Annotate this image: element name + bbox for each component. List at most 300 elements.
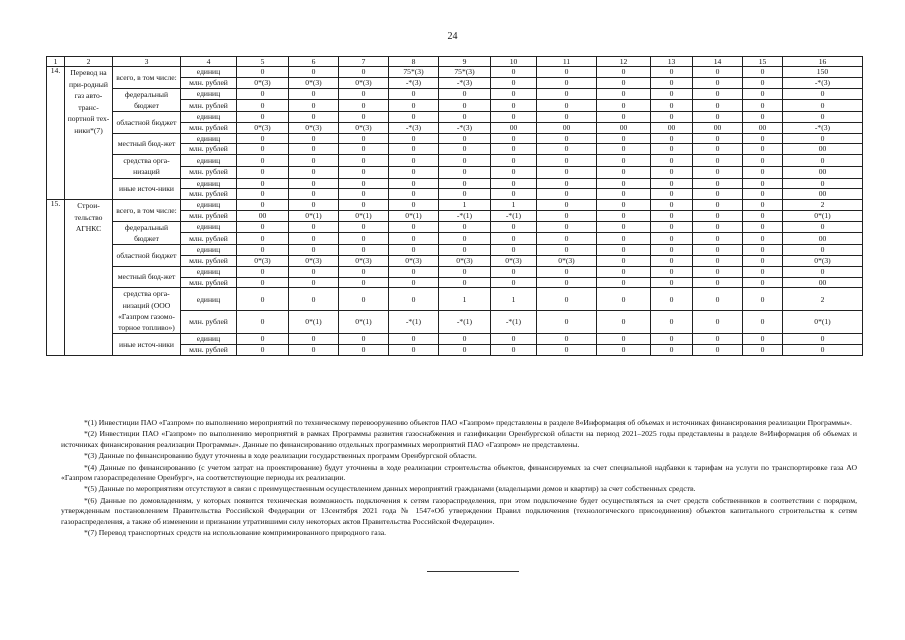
value-cell: 0 [783,112,863,123]
table-row [47,288,863,311]
measure-name: Перевод на при-родный газ авто-транс-портной тех-ники*(7) [65,67,113,200]
value-cell: 0 [537,112,597,123]
unit-cell: млн. рублей [181,122,237,133]
value-cell: 0 [693,266,743,277]
value-cell: 0 [783,266,863,277]
value-cell: 0 [693,133,743,144]
unit-cell: млн. рублей [181,255,237,266]
value-cell: 0 [389,189,439,200]
value-cell: 0*(3) [237,77,289,88]
value-cell: 0 [537,277,597,288]
value-cell: 0 [389,200,439,211]
financing-table [46,56,863,356]
value-cell: 0 [389,155,439,167]
value-cell: 0 [693,344,743,355]
value-cell: 0 [651,221,693,233]
value-cell: 0 [597,245,651,256]
table-row [47,221,863,233]
funding-source: иные источ-ники [113,178,181,200]
table-row [47,245,863,256]
value-cell: 0 [597,77,651,88]
value-cell: 0 [491,112,537,123]
value-cell: 0 [237,178,289,189]
funding-source: средства орга-низаций (ООО «Газпром газомо-торное топливо») [113,288,181,334]
value-cell: 0 [237,266,289,277]
value-cell: 0 [491,334,537,345]
value-cell: 0*(3) [289,255,339,266]
value-cell: 0 [389,133,439,144]
value-cell: 0*(3) [339,255,389,266]
unit-cell: млн. рублей [181,189,237,200]
value-cell: 0*(3) [339,77,389,88]
value-cell: 0 [537,144,597,155]
value-cell: 0 [439,221,491,233]
value-cell: 0 [237,221,289,233]
value-cell: 0 [289,189,339,200]
column-number: 6 [289,57,339,67]
value-cell: 0 [693,311,743,334]
value-cell: -*(1) [439,210,491,221]
funding-source: иные источ-ники [113,334,181,356]
value-cell: 0 [439,189,491,200]
value-cell: 0 [537,221,597,233]
value-cell: 0 [237,344,289,355]
value-cell: -*(3) [389,77,439,88]
value-cell: 0 [439,133,491,144]
table-row [47,133,863,144]
value-cell: 0 [339,100,389,112]
value-cell: 0 [289,88,339,100]
value-cell: 0 [537,334,597,345]
value-cell: -*(1) [389,311,439,334]
value-cell: 0 [693,166,743,178]
table-row [47,266,863,277]
table-row [47,67,863,78]
value-cell: 0 [693,277,743,288]
value-cell: 0 [389,221,439,233]
value-cell: 1 [439,200,491,211]
value-cell: 0 [289,112,339,123]
value-cell: 0 [597,178,651,189]
value-cell: 0 [439,100,491,112]
value-cell: 0 [651,311,693,334]
value-cell: 0 [439,277,491,288]
value-cell: 0 [289,334,339,345]
value-cell: -*(1) [491,210,537,221]
value-cell: 0 [743,266,783,277]
value-cell: 0*(1) [339,311,389,334]
value-cell: 0 [537,133,597,144]
value-cell: 0 [651,100,693,112]
value-cell: 00 [237,210,289,221]
value-cell: 0 [339,277,389,288]
footnote: *(3) Данные по финансированию будут уточнены в ходе реализации государственных программ Оренбургской области. [84,451,477,461]
value-cell: 0 [597,67,651,78]
value-cell: 0 [651,112,693,123]
value-cell: 0 [289,221,339,233]
funding-source: федеральный бюджет [113,221,181,244]
value-cell: 0 [651,210,693,221]
column-number: 8 [389,57,439,67]
footnote: *(7) Перевод транспортных средств на использование компримированного природного газа. [84,528,387,538]
unit-cell: единиц [181,112,237,123]
funding-source: областной бюджет [113,112,181,134]
value-cell: 0 [537,200,597,211]
value-cell: 0 [289,266,339,277]
value-cell: 0 [743,245,783,256]
value-cell: 0 [537,178,597,189]
value-cell: 0 [237,100,289,112]
value-cell: -*(3) [783,122,863,133]
value-cell: 0 [537,288,597,311]
value-cell: 0*(3) [537,255,597,266]
value-cell: 0 [597,155,651,167]
value-cell: 0*(1) [783,210,863,221]
value-cell: 0 [491,344,537,355]
value-cell: -*(3) [439,122,491,133]
value-cell: 0 [537,266,597,277]
value-cell: 0 [651,344,693,355]
value-cell: 0 [439,233,491,245]
value-cell: 0 [389,288,439,311]
value-cell: 2 [783,288,863,311]
value-cell: 0 [339,155,389,167]
column-number: 5 [237,57,289,67]
unit-cell: млн. рублей [181,210,237,221]
table-row [47,178,863,189]
value-cell: 0 [743,178,783,189]
value-cell: 0 [237,233,289,245]
unit-cell: единиц [181,266,237,277]
value-cell: 0 [237,277,289,288]
value-cell: 1 [439,288,491,311]
value-cell: 0 [693,112,743,123]
value-cell: 0*(1) [339,210,389,221]
table-row [47,88,863,100]
value-cell: 0 [743,112,783,123]
value-cell: 0 [389,112,439,123]
value-cell: 0 [783,178,863,189]
funding-source: федеральный бюджет [113,88,181,111]
value-cell: 0 [237,166,289,178]
value-cell: 0 [389,344,439,355]
value-cell: 0 [693,200,743,211]
value-cell: 0 [237,155,289,167]
page-number: 24 [447,31,458,42]
value-cell: 0 [693,77,743,88]
value-cell: 0 [491,77,537,88]
value-cell: 00 [783,189,863,200]
value-cell: 0 [597,266,651,277]
value-cell: 0 [389,266,439,277]
value-cell: 0 [289,200,339,211]
unit-cell: единиц [181,155,237,167]
footnote: *(5) Данные по мероприятиям отсутствуют в связи с преимущественным осуществлением данных мероприятий гражданами (владельцами домов и квартир) за счет собственных средств. [84,484,696,494]
value-cell: 0 [743,88,783,100]
funding-source: всего, в том числе: [113,200,181,222]
column-number: 13 [651,57,693,67]
footnote: *(1) Инвестиции ПАО «Газпром» по выполнению мероприятий по техническому перевооружению объектов ПАО «Газпром» представлены в разделе 8«Информация об объемах и источниках финансирования реализации Программы». [84,418,852,427]
value-cell: 1 [491,288,537,311]
column-number: 10 [491,57,537,67]
value-cell: 0 [491,67,537,78]
footnote: *(6) Данные по домовладениям, у которых появится техническая возможность подключения к сетям газораспределения, при этом подключение будет осуществляться за счет средств собственников в соответствии с порядком, утвержденным постановлением Правительства Российской Федерации от 13сентября 2021 года № 1547«Об утверждении Правил подключения (технологического присоединения) объектов капитального строительства к сетям газораспределения, а также об изменении и признании утратившими силу некоторых актов Правительства Российской Федерации». [61,495,857,526]
value-cell: 0 [693,334,743,345]
value-cell: 0 [389,166,439,178]
value-cell: 0 [439,334,491,345]
value-cell: 0 [289,344,339,355]
value-cell: 00 [491,122,537,133]
value-cell: 0 [537,67,597,78]
value-cell: -*(1) [439,311,491,334]
column-number: 12 [597,57,651,67]
value-cell: 0 [743,255,783,266]
unit-cell: единиц [181,334,237,345]
value-cell: 0 [491,277,537,288]
value-cell: 0 [597,210,651,221]
value-cell: 00 [783,144,863,155]
value-cell: 0 [597,100,651,112]
value-cell: 0 [339,178,389,189]
value-cell: 0 [491,245,537,256]
column-number: 16 [783,57,863,67]
value-cell: 0 [597,133,651,144]
value-cell: 0 [597,189,651,200]
value-cell: 1 [491,200,537,211]
value-cell: 0 [339,245,389,256]
value-cell: 0 [289,100,339,112]
value-cell: 0 [439,88,491,100]
value-cell: 0 [339,334,389,345]
value-cell: 0 [743,67,783,78]
value-cell: 0 [693,255,743,266]
value-cell: 0 [597,112,651,123]
value-cell: 0 [491,189,537,200]
value-cell: 0 [389,144,439,155]
value-cell: 0 [783,344,863,355]
value-cell: 0 [439,344,491,355]
table-row [47,334,863,345]
value-cell: 0 [693,288,743,311]
value-cell: 0 [339,112,389,123]
value-cell: 0 [743,344,783,355]
value-cell: 0 [537,88,597,100]
value-cell: 0 [743,334,783,345]
value-cell: 0 [597,144,651,155]
value-cell: 0 [783,133,863,144]
value-cell: 0*(3) [237,255,289,266]
value-cell: 0 [783,100,863,112]
value-cell: 0 [389,88,439,100]
value-cell: 0*(3) [237,122,289,133]
value-cell: 0 [537,166,597,178]
value-cell: 0 [439,245,491,256]
column-number: 2 [65,57,113,67]
unit-cell: единиц [181,200,237,211]
value-cell: 0 [597,255,651,266]
value-cell: 0 [439,266,491,277]
unit-cell: единиц [181,178,237,189]
value-cell: 0 [597,288,651,311]
value-cell: 0 [491,221,537,233]
value-cell: 0 [237,67,289,78]
value-cell: 00 [597,122,651,133]
value-cell: 0 [389,178,439,189]
column-number: 4 [181,57,237,67]
value-cell: 75*(3) [439,67,491,78]
value-cell: 00 [783,166,863,178]
value-cell: 0 [651,144,693,155]
value-cell: 0 [743,311,783,334]
value-cell: 0 [389,100,439,112]
value-cell: 0 [339,200,389,211]
column-number: 15 [743,57,783,67]
value-cell: 0 [651,77,693,88]
value-cell: 0 [491,100,537,112]
measure-number: 15. [47,200,65,356]
value-cell: 0 [339,166,389,178]
value-cell: 0 [237,288,289,311]
unit-cell: млн. рублей [181,166,237,178]
value-cell: 0 [651,189,693,200]
value-cell: 0 [237,245,289,256]
value-cell: 75*(3) [389,67,439,78]
value-cell: 0 [389,233,439,245]
value-cell: 0 [237,200,289,211]
footnotes [61,418,857,539]
value-cell: 00 [743,122,783,133]
value-cell: 0 [289,233,339,245]
value-cell: 0 [743,77,783,88]
value-cell: 0 [289,178,339,189]
column-number: 14 [693,57,743,67]
value-cell: 0 [339,233,389,245]
value-cell: -*(3) [439,77,491,88]
value-cell: 0 [537,344,597,355]
value-cell: -*(3) [783,77,863,88]
column-number: 1 [47,57,65,67]
unit-cell: единиц [181,133,237,144]
table-row [47,200,863,211]
value-cell: 0 [289,155,339,167]
value-cell: 0 [237,133,289,144]
value-cell: 0 [439,178,491,189]
value-cell: 0 [651,67,693,78]
funding-source: местный бюд-жет [113,133,181,155]
value-cell: 0 [693,233,743,245]
value-cell: 0 [693,100,743,112]
value-cell: 150 [783,67,863,78]
value-cell: 0*(1) [289,210,339,221]
value-cell: 0 [237,112,289,123]
value-cell: 0 [289,144,339,155]
value-cell: 0 [597,233,651,245]
value-cell: 0 [651,200,693,211]
value-cell: 0 [491,233,537,245]
value-cell: 0 [743,155,783,167]
footnote-divider [427,571,519,572]
value-cell: 0*(3) [439,255,491,266]
value-cell: -*(1) [491,311,537,334]
value-cell: 0 [289,166,339,178]
value-cell: 0 [743,233,783,245]
value-cell: 0 [651,233,693,245]
value-cell: 0*(3) [289,122,339,133]
value-cell: 0 [339,88,389,100]
value-cell: 0 [339,344,389,355]
value-cell: 0 [597,344,651,355]
value-cell: 0 [693,221,743,233]
value-cell: 0 [743,100,783,112]
value-cell: 0 [289,288,339,311]
value-cell: 0 [651,133,693,144]
value-cell: 0 [237,88,289,100]
value-cell: 0 [651,266,693,277]
value-cell: 0 [597,166,651,178]
value-cell: 0 [743,277,783,288]
value-cell: 0 [651,288,693,311]
value-cell: 0*(3) [389,255,439,266]
funding-source: областной бюджет [113,245,181,267]
funding-source: местный бюд-жет [113,266,181,288]
unit-cell: млн. рублей [181,100,237,112]
value-cell: 0 [693,88,743,100]
funding-source: средства орга-низаций [113,155,181,178]
measure-number: 14. [47,67,65,200]
value-cell: 0 [651,277,693,288]
column-number: 9 [439,57,491,67]
unit-cell: млн. рублей [181,77,237,88]
value-cell: 0 [743,144,783,155]
unit-cell: млн. рублей [181,277,237,288]
value-cell: 0 [537,100,597,112]
measure-name: Строи-тельство АГНКС [65,200,113,356]
value-cell: 0 [597,88,651,100]
unit-cell: млн. рублей [181,144,237,155]
value-cell: 0 [439,144,491,155]
value-cell: 0 [339,221,389,233]
value-cell: 0 [651,166,693,178]
value-cell: 0*(3) [339,122,389,133]
value-cell: 0 [651,178,693,189]
value-cell: 2 [783,200,863,211]
value-cell: 0 [693,245,743,256]
funding-source: всего, в том числе: [113,67,181,89]
value-cell: 0 [289,133,339,144]
column-number: 7 [339,57,389,67]
value-cell: 0 [743,288,783,311]
value-cell: 0*(1) [389,210,439,221]
value-cell: 0 [693,189,743,200]
value-cell: 0 [339,189,389,200]
value-cell: 00 [537,122,597,133]
value-cell: 0 [743,189,783,200]
value-cell: 0 [339,67,389,78]
unit-cell: единиц [181,67,237,78]
value-cell: 0 [537,245,597,256]
value-cell: 0 [491,88,537,100]
value-cell: 0 [389,334,439,345]
value-cell: 0 [491,166,537,178]
footnote: *(2) Инвестиции ПАО «Газпром» по выполнению мероприятий в рамках Программы развития газоснабжения и газификации Оренбургской области на период 2021–2025 годы представлены в разделе 8«Информация об объемах и источниках финансирования реализации Программы». Данные по финансированию отдельных программных мероприятий ПАО «Газпром» не представлены. [61,429,857,449]
value-cell: 0 [743,166,783,178]
value-cell: 0 [597,200,651,211]
value-cell: 0 [783,155,863,167]
value-cell: 0 [389,245,439,256]
unit-cell: млн. рублей [181,233,237,245]
value-cell: 0 [537,210,597,221]
footnote: *(4) Данные по финансированию (с учетом затрат на проектирование) будут уточнены в ходе реализации строительства объектов, финансируемых за счет специальной надбавки к тарифам на услуги по транспортировке газа АО «Газпром газораспределение Оренбург», на соответствующие периоды их реализации. [61,462,857,483]
